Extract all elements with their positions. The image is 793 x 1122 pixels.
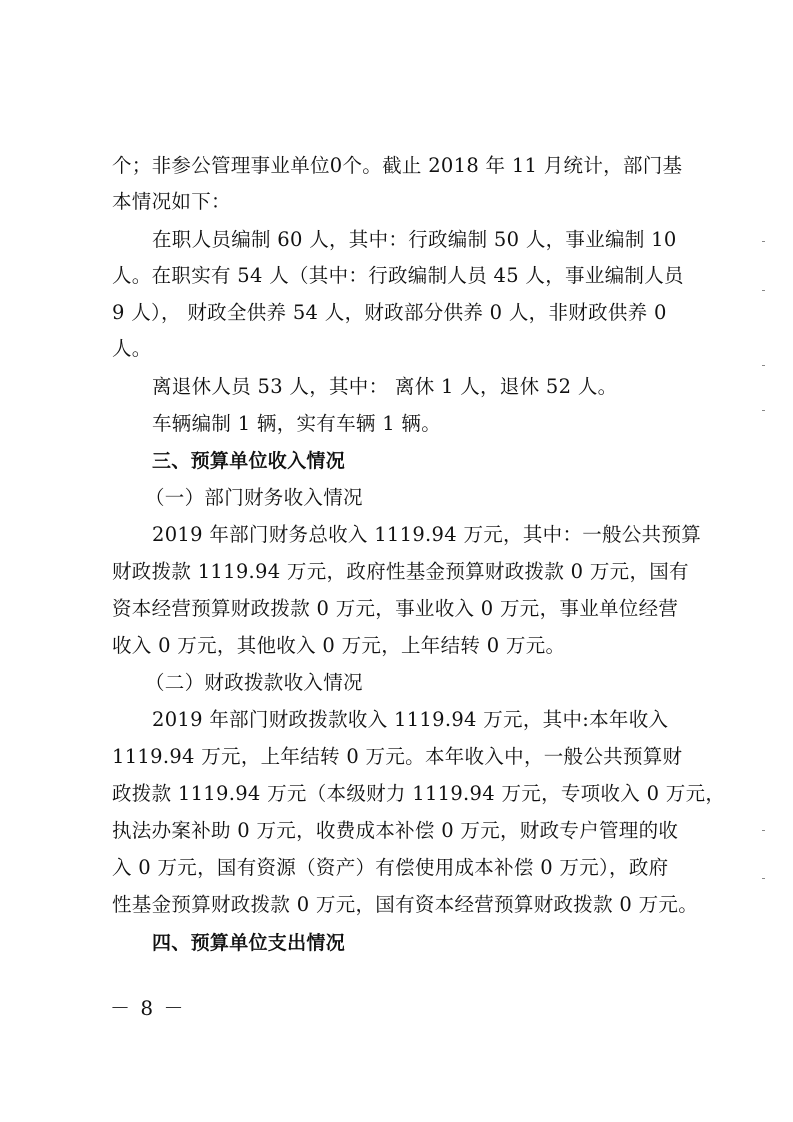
body-line: 9 人）， 财政全供养 54 人，财政部分供养 0 人，非财政供养 0: [112, 301, 667, 324]
body-line: 2019 年部门财务总收入 1119.94 万元，其中：一般公共预算: [152, 523, 702, 546]
body-line: 离退休人员 53 人，其中： 离休 1 人，退休 52 人。: [152, 375, 618, 398]
body-line: 本情况如下：: [112, 190, 231, 213]
subsection-heading: （二）财政拨款收入情况: [145, 671, 363, 694]
body-line: 执法办案补助 0 万元，收费成本补偿 0 万元，财政专户管理的收: [112, 819, 679, 842]
body-line: 政拨款 1119.94 万元（本级财力 1119.94 万元，专项收入 0 万元，: [112, 782, 726, 805]
section-heading: 四、预算单位支出情况: [152, 932, 346, 954]
body-line: 车辆编制 1 辆，实有车辆 1 辆。: [152, 412, 442, 435]
body-line: 收入 0 万元，其他收入 0 万元，上年结转 0 万元。: [112, 634, 566, 657]
body-line: 个；非参公管理事业单位0个。截止 2018 年 11 月统计，部门基: [112, 154, 683, 177]
section-heading: 三、预算单位收入情况: [152, 450, 346, 472]
body-line: 财政拨款 1119.94 万元，政府性基金预算财政拨款 0 万元，国有: [112, 560, 689, 583]
margin-mark: [762, 365, 765, 366]
body-line: 性基金预算财政拨款 0 万元，国有资本经营预算财政拨款 0 万元。: [112, 893, 699, 916]
body-line: 在职人员编制 60 人，其中：行政编制 50 人，事业编制 10: [152, 228, 677, 251]
margin-mark: [762, 241, 765, 242]
page-number: － 8 －: [110, 996, 186, 1020]
body-line: 人。: [112, 337, 152, 360]
subsection-heading: （一）部门财务收入情况: [145, 486, 363, 509]
margin-mark: [762, 290, 765, 291]
margin-mark: [762, 878, 765, 879]
body-line: 人。在职实有 54 人（其中：行政编制人员 45 人，事业编制人员: [112, 264, 684, 287]
margin-mark: [762, 830, 765, 831]
body-line: 入 0 万元，国有资源（资产）有偿使用成本补偿 0 万元），政府: [112, 856, 669, 879]
body-line: 1119.94 万元，上年结转 0 万元。本年收入中，一般公共预算财: [112, 745, 683, 768]
body-line: 2019 年部门财政拨款收入 1119.94 万元，其中:本年收入: [152, 708, 669, 731]
margin-mark: [762, 410, 765, 411]
body-line: 资本经营预算财政拨款 0 万元，事业收入 0 万元，事业单位经营: [112, 597, 679, 620]
